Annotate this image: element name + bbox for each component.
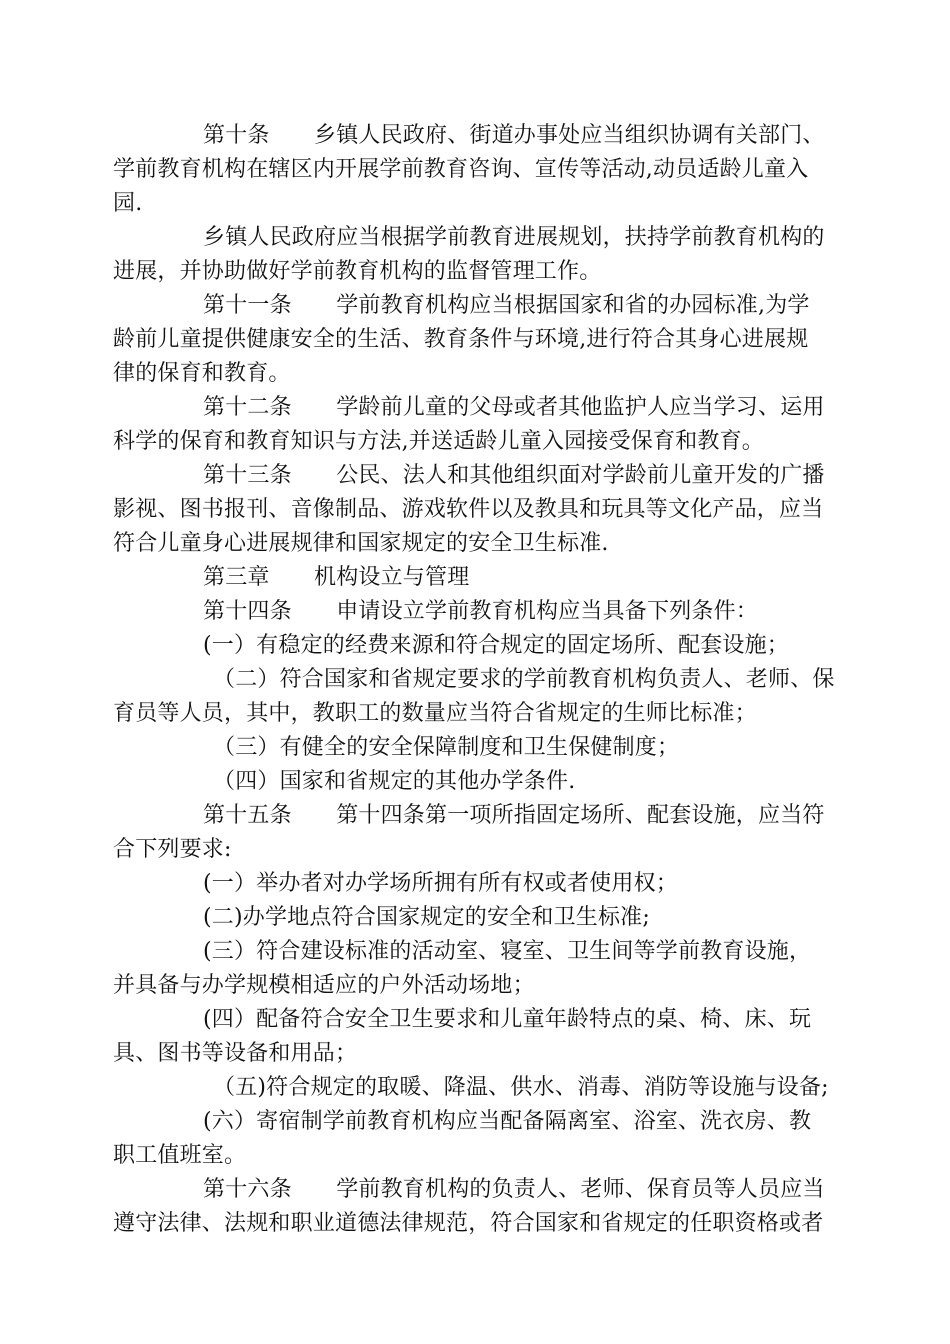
text-line: 并具备与办学规模相适应的户外活动场地；: [113, 973, 535, 998]
text-line: （五)符合规定的取暖、降温、供水、消毒、消防等设施与设备;: [213, 1075, 829, 1100]
text-line: 科学的保育和教育知识与方法,并送适龄儿童入园接受保育和教育。: [113, 429, 764, 454]
text-line: 园.: [113, 191, 143, 216]
text-line: 具、图书等设备和用品；: [113, 1041, 358, 1066]
text-line: 影视、图书报刊、音像制品、游戏软件以及教具和玩具等文化产品，应当: [113, 497, 824, 522]
text-line: (六）寄宿制学前教育机构应当配备隔离室、浴室、洗衣房、教: [203, 1109, 812, 1134]
text-line: （二）符合国家和省规定要求的学前教育机构负责人、老师、保: [213, 667, 835, 692]
chapter-heading: 第三章 机构设立与管理: [203, 565, 470, 590]
text-line: 符合儿童身心进展规律和国家规定的安全卫生标准.: [113, 531, 609, 556]
text-line: 职工值班室。: [113, 1143, 247, 1168]
text-line: (二)办学地点符合国家规定的安全和卫生标准;: [203, 905, 650, 930]
text-line: 学前教育机构在辖区内开展学前教育咨询、宣传等活动,动员适龄儿童入: [113, 157, 809, 182]
text-line: 第十六条 学前教育机构的负责人、老师、保育员等人员应当: [203, 1177, 825, 1202]
text-line: 第十一条 学前教育机构应当根据国家和省的办园标准,为学: [203, 293, 810, 318]
text-line: (四）配备符合安全卫生要求和儿童年龄特点的桌、椅、床、玩: [203, 1007, 812, 1032]
text-line: 第十条 乡镇人民政府、街道办事处应当组织协调有关部门、: [203, 123, 825, 148]
text-line: 第十二条 学龄前儿童的父母或者其他监护人应当学习、运用: [203, 395, 825, 420]
text-line: 第十四条 申请设立学前教育机构应当具备下列条件：: [203, 599, 759, 624]
text-line: （四）国家和省规定的其他办学条件.: [213, 769, 576, 794]
text-line: (一）举办者对办学场所拥有所有权或者使用权；: [203, 871, 678, 896]
text-line: (三）符合建设标准的活动室、寝室、卫生间等学前教育设施，: [203, 939, 812, 964]
text-line: 进展，并协助做好学前教育机构的监督管理工作。: [113, 259, 602, 284]
text-line: 育员等人员，其中，教职工的数量应当符合省规定的生师比标准；: [113, 701, 757, 726]
text-line: （三）有健全的安全保障制度和卫生保健制度；: [213, 735, 680, 760]
text-line: 龄前儿童提供健康安全的生活、教育条件与环境,进行符合其身心进展规: [113, 327, 809, 352]
text-line: 乡镇人民政府应当根据学前教育进展规划，扶持学前教育机构的: [203, 225, 825, 250]
text-line: (一）有稳定的经费来源和符合规定的固定场所、配套设施；: [203, 633, 789, 658]
text-line: 第十五条 第十四条第一项所指固定场所、配套设施，应当符: [203, 803, 825, 828]
text-line: 律的保育和教育。: [113, 361, 291, 386]
text-line: 遵守法律、法规和职业道德法律规范，符合国家和省规定的任职资格或者: [113, 1211, 824, 1236]
text-line: 第十三条 公民、法人和其他组织面对学龄前儿童开发的广播: [203, 463, 825, 488]
text-line: 合下列要求:: [113, 837, 232, 862]
